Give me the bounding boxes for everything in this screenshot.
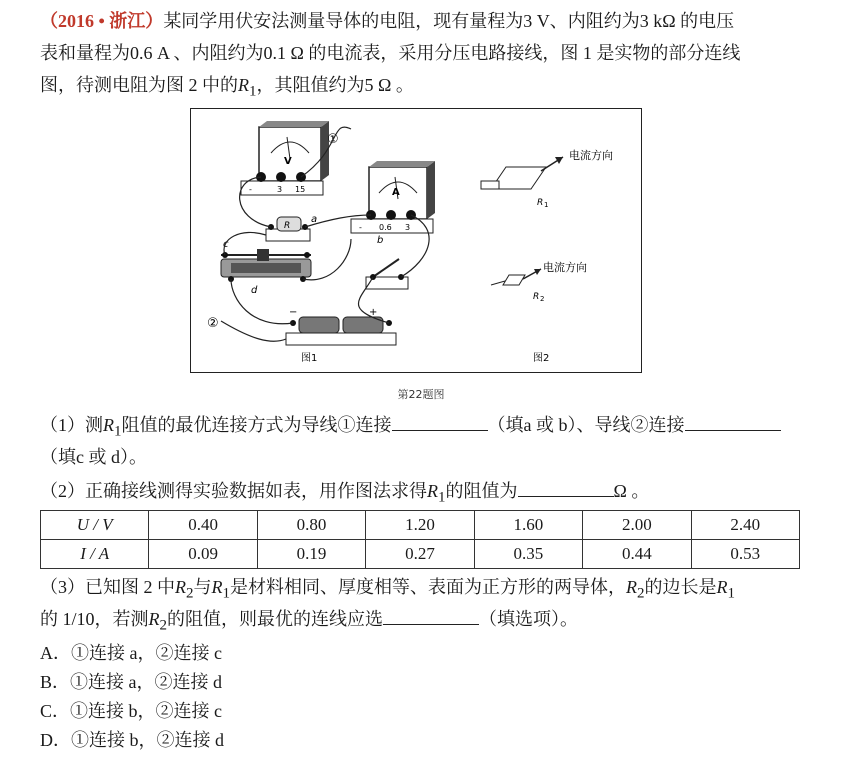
q1-blank-2[interactable]: [685, 412, 781, 431]
option-a-text: A．①连接 a，②连接 c: [40, 643, 222, 663]
ammeter-label-0-6: 0.6: [379, 223, 392, 232]
r2-sub: 2: [540, 295, 545, 303]
q3-line-1: [40, 574, 735, 607]
q3-line2-pre: 的 1/10，若测: [40, 609, 149, 629]
fig2-r1: [481, 157, 563, 189]
q3-line2-var: R: [148, 609, 160, 629]
wire-1-label: ①: [327, 132, 339, 147]
ammeter-label-minus: -: [359, 223, 362, 232]
data-table: [40, 510, 800, 569]
table-cell: 0.35: [474, 540, 582, 569]
q3-r1b: R: [716, 577, 728, 597]
intro-text-3: 图，待测电阻为图 2 中的: [40, 75, 238, 95]
q2-mid: 的阻值为: [445, 481, 518, 501]
option-b-text: B．①连接 a，②连接 d: [40, 672, 222, 692]
q1-var-sub: 1: [114, 423, 122, 440]
q3-r1: R: [211, 577, 223, 597]
voltmeter-label-15: 15: [295, 185, 306, 194]
intro-line-1: [40, 8, 734, 34]
battery-minus-label: −: [289, 307, 298, 318]
q3-r1-sub: 1: [222, 585, 230, 602]
r1-sub: 1: [544, 201, 549, 209]
table-header-i: I / A: [41, 540, 149, 569]
q2-blank[interactable]: [518, 478, 614, 497]
q3-mid: 与: [193, 577, 212, 597]
q2-pre: （2）正确接线测得实验数据如表，用作图法求得: [40, 481, 427, 501]
q1-var: R: [103, 415, 114, 435]
table-cell: 1.60: [474, 511, 582, 540]
table-cell: 2.40: [691, 511, 799, 540]
intro-line-2: [40, 40, 740, 66]
intro-text-3b: ，其阻值约为5 Ω 。: [256, 75, 414, 95]
point-d-label: d: [251, 285, 258, 296]
intro-text-1: 某同学用伏安法测量导体的电阻，现有量程为3 V、内阻约为3 kΩ 的电压: [163, 11, 735, 31]
source-tag: （2016 • 浙江）: [40, 11, 164, 31]
point-c-label: c: [223, 239, 229, 250]
fig2-label: 图2: [533, 353, 550, 364]
q3-r1b-sub: 1: [727, 585, 735, 602]
table-cell: 1.20: [366, 511, 474, 540]
table-cell: 0.09: [149, 540, 257, 569]
circuit-figure: [190, 108, 642, 373]
ammeter-letter: A: [392, 187, 400, 198]
table-cell: 0.40: [149, 511, 257, 540]
q3-end: 的边长是: [644, 577, 717, 597]
q3-r2-sub: 2: [186, 585, 194, 602]
q1-hint: （填a 或 b）、导线②连接: [487, 415, 685, 435]
q2-unit: Ω 。: [613, 481, 650, 501]
q1-line-2: [40, 444, 147, 470]
q1-pre: （1）测: [40, 415, 103, 435]
var-r1-sub: 1: [249, 83, 257, 100]
voltmeter-label-3: 3: [277, 185, 283, 194]
ammeter-label-3: 3: [405, 223, 411, 232]
current-dir-2: 电流方向: [543, 261, 587, 274]
fig1-label: 图1: [301, 353, 318, 364]
intro-line-3: [40, 72, 414, 105]
voltmeter: [241, 121, 329, 195]
table-header-u: U / V: [41, 511, 149, 540]
fig2-r2: [491, 269, 541, 285]
q3-r2b: R: [626, 577, 637, 597]
option-d-text: D．①连接 b，②连接 d: [40, 730, 224, 750]
table-cell: 0.27: [366, 540, 474, 569]
table-row-u: [41, 511, 800, 540]
voltmeter-terminal-3: [276, 172, 286, 182]
q3-line2-post: （填选项）。: [479, 609, 579, 629]
current-dir-1: 电流方向: [569, 149, 613, 162]
q3-blank[interactable]: [383, 606, 479, 625]
r2-label: R: [533, 292, 540, 302]
table-cell: 0.53: [691, 540, 799, 569]
point-a-label: a: [311, 214, 318, 225]
rheostat: [221, 249, 311, 282]
var-r1: R: [238, 75, 249, 95]
ammeter-terminal-0-6: [386, 210, 396, 220]
q1-line-2-text: （填c 或 d）。: [40, 447, 147, 467]
resistor-letter: R: [284, 221, 291, 231]
voltmeter-label-minus: -: [249, 185, 252, 194]
point-b-label: b: [377, 235, 384, 246]
r1-label: R: [537, 198, 544, 208]
table-cell: 0.80: [257, 511, 365, 540]
q2-var-sub: 1: [438, 489, 446, 506]
q3-r2b-sub: 2: [637, 585, 645, 602]
voltmeter-letter: V: [284, 156, 292, 167]
q3-line-2: [40, 606, 578, 639]
q1-blank-1[interactable]: [392, 412, 488, 431]
option-c[interactable]: [40, 698, 222, 724]
option-d[interactable]: [40, 727, 224, 753]
q3-line2-mid: 的阻值，则最优的连线应选: [167, 609, 384, 629]
q3-pre: （3）已知图 2 中: [40, 577, 175, 597]
battery: [286, 317, 396, 345]
option-b[interactable]: [40, 669, 222, 695]
switch: [366, 259, 408, 289]
q3-post: 是材料相同、厚度相等、表面为正方形的两导体，: [230, 577, 626, 597]
option-c-text: C．①连接 b，②连接 c: [40, 701, 222, 721]
table-cell: 2.00: [583, 511, 691, 540]
q2-var: R: [427, 481, 438, 501]
figure-caption: 第22题图: [397, 388, 445, 401]
circuit-figure-svg: [191, 109, 641, 372]
wire-2-label: ②: [207, 316, 219, 331]
q2-line: [40, 478, 649, 511]
intro-text-2: 表和量程为0.6 A 、内阻约为0.1 Ω 的电流表，采用分压电路接线，图 1 是实物的部分连线: [40, 43, 741, 63]
q1-line-1: [40, 412, 781, 445]
option-a[interactable]: [40, 640, 222, 666]
battery-plus-label: +: [369, 307, 378, 318]
table-cell: 0.19: [257, 540, 365, 569]
q3-line2-sub: 2: [159, 617, 168, 634]
q3-r2: R: [175, 577, 186, 597]
table-cell: 0.44: [583, 540, 691, 569]
table-row-i: [41, 540, 800, 569]
q1-mid: 阻值的最优连接方式为导线①连接: [121, 415, 392, 435]
resistor-r: [266, 217, 310, 241]
